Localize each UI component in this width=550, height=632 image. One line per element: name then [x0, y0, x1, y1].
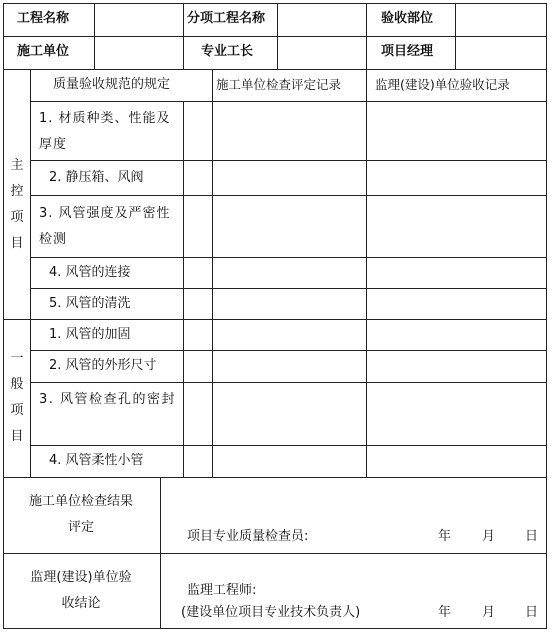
rule-v-header4: [366, 3, 367, 69]
acceptance-part-value[interactable]: [456, 4, 545, 35]
general-item-1: 1. 风管的加固: [49, 327, 131, 342]
column-selfcheck-header: 施工单位检查评定记录: [216, 77, 342, 92]
rule-general-end: [3, 477, 547, 478]
rule-right: [546, 3, 547, 629]
inspection-record-form: [3, 3, 547, 629]
foreman-label: 专业工长: [201, 44, 254, 59]
self-result-year: 年: [438, 529, 452, 544]
rule-main-end: [3, 319, 547, 320]
sub-project-value[interactable]: [278, 4, 365, 35]
rule-v-result: [160, 477, 161, 629]
rule-g2: [30, 382, 547, 383]
general-item-2: 2. 风管的外形尺寸: [49, 358, 157, 373]
general-item-3: 3. 风管检查孔的密封: [39, 392, 177, 407]
rule-m1: [30, 160, 547, 161]
rule-m4: [30, 288, 547, 289]
project-name-label: 工程名称: [17, 11, 70, 26]
general-items-group-label: 一般项目: [10, 351, 24, 444]
main-item-1: 1. 材质种类、性能及厚度: [39, 111, 171, 152]
rule-self-result-end: [3, 553, 547, 554]
column-supervision-header: 监理(建设)单位验收记录: [375, 77, 510, 92]
rule-v-selfcheck: [212, 69, 213, 477]
rule-g3: [30, 445, 547, 446]
rule-left: [3, 3, 4, 629]
rule-v-group: [30, 69, 31, 477]
rule-bottom: [3, 628, 547, 629]
supervision-result-year: 年: [438, 605, 452, 620]
supervision-result-month: 月: [482, 605, 496, 620]
main-item-2: 2. 静压箱、风阀: [49, 170, 144, 185]
supervising-engineer-label: 监理工程师:: [187, 583, 257, 598]
column-spec-header: 质量验收规范的规定: [53, 77, 171, 92]
rule-m2: [30, 195, 547, 196]
supervision-result-day: 日: [525, 605, 539, 620]
acceptance-part-label: 验收部位: [381, 11, 434, 26]
rule-row2: [3, 69, 547, 70]
rule-g1: [30, 350, 547, 351]
rule-v-header2: [183, 3, 184, 69]
rule-v-spec: [183, 101, 184, 477]
construction-unit-value[interactable]: [95, 37, 182, 68]
quality-inspector-label: 项目专业质量检查员:: [187, 529, 309, 544]
main-items-group-label: 主控项目: [10, 158, 24, 251]
rule-m3: [30, 257, 547, 258]
rule-colheader: [30, 101, 547, 102]
foreman-value[interactable]: [278, 37, 365, 68]
project-manager-label: 项目经理: [381, 44, 434, 59]
supervision-result-label: 监理(建设)单位验收结论: [30, 570, 132, 611]
construction-unit-label: 施工单位: [17, 44, 70, 59]
owner-representative-label: (建设单位项目专业技术负责人): [181, 605, 361, 620]
self-result-label: 施工单位检查结果评定: [29, 494, 134, 535]
sub-project-label: 分项工程名称: [187, 11, 266, 26]
project-manager-value[interactable]: [456, 37, 545, 68]
project-name-value[interactable]: [95, 4, 182, 35]
self-result-day: 日: [525, 529, 539, 544]
main-item-4: 4. 风管的连接: [49, 265, 131, 280]
main-item-3: 3. 风管强度及严密性检测: [39, 206, 171, 247]
general-item-4: 4. 风管柔性小管: [49, 453, 144, 468]
self-result-month: 月: [482, 529, 496, 544]
main-item-5: 5. 风管的清洗: [49, 296, 131, 311]
rule-v-supervision: [366, 69, 367, 477]
